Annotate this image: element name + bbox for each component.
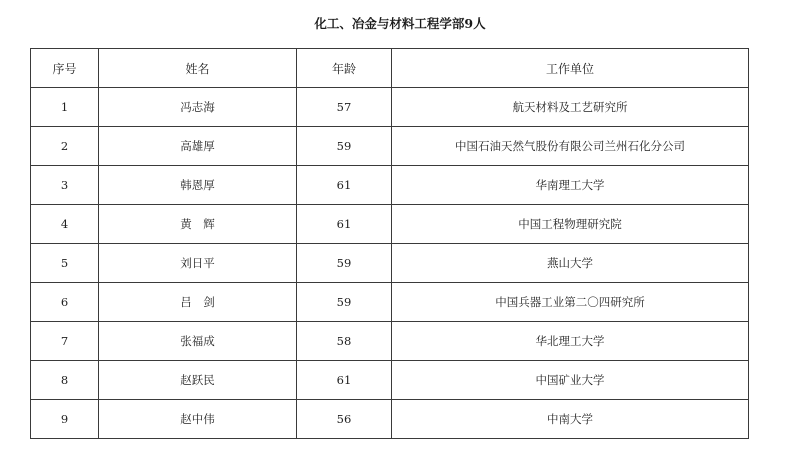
header-organization: 工作单位 — [392, 49, 749, 88]
table-row — [31, 322, 749, 361]
cell-name: 吕 剑 — [99, 283, 297, 322]
cell-organization: 航天材料及工艺研究所 — [392, 88, 749, 127]
cell-name: 黄 辉 — [99, 205, 297, 244]
cell-organization: 中国兵器工业第二〇四研究所 — [392, 283, 749, 322]
cell-name: 赵跃民 — [99, 361, 297, 400]
table-header-row — [31, 49, 749, 88]
cell-name: 刘日平 — [99, 244, 297, 283]
cell-index: 4 — [31, 205, 99, 244]
cell-name: 赵中伟 — [99, 400, 297, 439]
cell-index: 8 — [31, 361, 99, 400]
cell-age: 57 — [297, 88, 392, 127]
cell-index: 1 — [31, 88, 99, 127]
page-title: 化工、冶金与材料工程学部9人 — [314, 16, 486, 31]
cell-age: 61 — [297, 205, 392, 244]
cell-age: 61 — [297, 166, 392, 205]
cell-organization: 中国石油天然气股份有限公司兰州石化分公司 — [392, 127, 749, 166]
cell-index: 6 — [31, 283, 99, 322]
table-row — [31, 88, 749, 127]
cell-index: 5 — [31, 244, 99, 283]
table-row — [31, 244, 749, 283]
header-index: 序号 — [31, 49, 99, 88]
cell-index: 3 — [31, 166, 99, 205]
cell-index: 2 — [31, 127, 99, 166]
cell-organization: 华南理工大学 — [392, 166, 749, 205]
table-row — [31, 127, 749, 166]
cell-index: 7 — [31, 322, 99, 361]
cell-age: 58 — [297, 322, 392, 361]
cell-age: 59 — [297, 283, 392, 322]
cell-name: 冯志海 — [99, 88, 297, 127]
header-name: 姓名 — [99, 49, 297, 88]
table-row — [31, 283, 749, 322]
table-row — [31, 205, 749, 244]
cell-organization: 华北理工大学 — [392, 322, 749, 361]
cell-age: 61 — [297, 361, 392, 400]
cell-organization: 燕山大学 — [392, 244, 749, 283]
header-age: 年龄 — [297, 49, 392, 88]
cell-organization: 中国工程物理研究院 — [392, 205, 749, 244]
cell-organization: 中国矿业大学 — [392, 361, 749, 400]
table-row — [31, 361, 749, 400]
table-row — [31, 166, 749, 205]
cell-name: 高雄厚 — [99, 127, 297, 166]
cell-age: 56 — [297, 400, 392, 439]
table-row — [31, 400, 749, 439]
cell-name: 韩恩厚 — [99, 166, 297, 205]
cell-index: 9 — [31, 400, 99, 439]
cell-age: 59 — [297, 127, 392, 166]
cell-name: 张福成 — [99, 322, 297, 361]
cell-age: 59 — [297, 244, 392, 283]
cell-organization: 中南大学 — [392, 400, 749, 439]
members-table — [30, 48, 749, 439]
